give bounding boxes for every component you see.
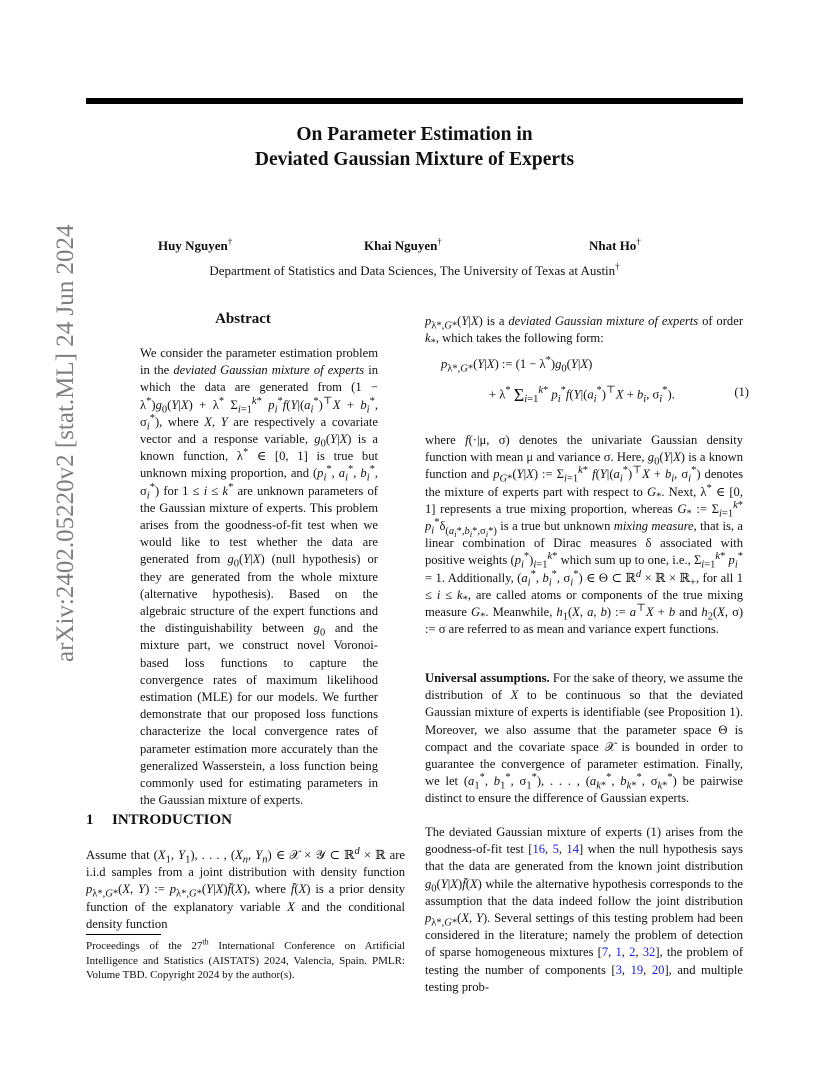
right-paragraph-3: Universal assumptions. For the sake of theory, we assume the distribution of X to be continuous so that the deviated Gaussian mixture of experts is identifiable (see Proposition 1). Moreover, we also assume that the parameter space Θ is compact and the covariate space 𝒳 is bounded in order to guarantee the convergence of parameter estimation. Finally, we let ($a_1^*$, $b_1^*$, $\sigma_1^*$), . . . , ($a_{k*}^*$, $b_{k*}^*$, $\sigma_{k*}^*$) be pairwise distinct to ensure the difference of Gaussian experts. [425, 671, 743, 806]
abstract-text: We consider the parameter estimation problem in the deviated Gaussian mixture of experts in which the data are generated from $(1 - \lambda^*)g_0(Y|X) + \lambda^*$ $\Sigma_{i=1}^{k*}$ $p_i^*f(Y|(a_i^*)^⊤X + b_i^*$, $\sigma_i^*$), where X, Y are respectively a covariate vector and a response variable, $g_0(Y|X)$ is a known function, λ* ∈ [0, 1] is true but unknown mixing proportion, and ($p_i^*$, $a_i^*$, $b_i^*$, $\sigma_i^*$) for 1 ≤ i ≤ k* are unknown parameters of the Gaussian mixture of experts. This problem arises from the goodness-of-fit test when we would like to test whether the data are generated from $g_0(Y|X)$ (null hypothesis) or they are generated from the whole mixture (alternative hypothesis). Based on the algebraic structure of the expert functions and the distinguishability between $g_0$ and the mixture part, we construct novel Voronoi-based loss functions to capture the convergence rates of maximum likelihood estimation (MLE) for our models. We further demonstrate that our proposed loss functions characterize the local convergence rates of parameter estimation more accurately than the generalized Wasserstein, a loss function being commonly used for estimating parameters in the Gaussian mixture of experts. [140, 346, 379, 808]
citation-link[interactable]: 32 [642, 945, 656, 960]
citation-link[interactable]: 1 [615, 945, 622, 960]
right-paragraph-4: The deviated Gaussian mixture of experts (1) arises from the goodness-of-fit test [16, 5, 14] when the null hypothesis says that the data are generated from the known joint distribution $g_0(Y|X)f̄(X)$ while the alternative hypothesis corresponds to the assumption that the data indeed follow the joint distribution $p_{\lambda*,G*}(X$, Y). Several settings of this testing problem had been considered in the literature; namely the problem of detection of sparse homogeneous mixtures [7, 1, 2, 32], the problem of testing the number of components [3, 19, 20], and multiple testing prob- [425, 825, 744, 994]
abstract-heading: Abstract [215, 311, 271, 327]
footnote: Proceedings of the 27th International Conference on Artificial Intelligence and Statistics (AISTATS) 2024, Valencia, Spain. PMLR: Volume TBD. Copyright 2024 by the author(s). [86, 937, 405, 982]
citation-link[interactable]: 5 [552, 842, 559, 857]
arxiv-stamp: arXiv:2402.05220v2 [stat.ML] 24 Jun 2024 [52, 224, 79, 662]
equation-line-2: + λ* $\Sigma_{i=1}^{k*}$ $p_i^*f(Y|(a_i^*)^⊤X + b_i$, $\sigma_i^*$). (1) [489, 385, 749, 405]
citation-link[interactable]: 3 [615, 962, 622, 977]
citation-link[interactable]: 19 [630, 962, 644, 977]
citation-link[interactable]: 16 [532, 842, 546, 857]
title-rule [86, 98, 743, 104]
paper-title [86, 122, 743, 172]
introduction-text: Assume that ($X_1$, $Y_1$), . . . , ($X_n$, $Y_n$) ∈ 𝒳 × 𝒴 ⊂ ℝ$^d$ × ℝ are i.i.d samples from a joint distribution with density function $p_{\lambda*,G*}(X$, Y) := $p_{\lambda*,G*}(Y|X)f̄(X)$, where f̄(X) is a prior density function of the explanatory variable X and the conditional density function [86, 845, 406, 931]
title-line-1: On Parameter Estimation in [296, 124, 533, 145]
affiliation: Department of Statistics and Data Sciences, The University of Texas at Austin† [209, 261, 620, 278]
citation-link[interactable]: 14 [566, 842, 580, 857]
author-1: Huy Nguyen† [158, 236, 233, 253]
right-paragraph-2: where f(·|μ, σ) denotes the univariate Gaussian density function with mean μ and variance σ. Here, $g_0(Y|X)$ is a known function and $p_{G*}(Y|X)$ := $\Sigma_{i=1}^{k*}$ $f(Y|(a_i^*)^⊤X + b_i$, $\sigma_i^*$) denotes the mixture of experts part with respect to $G_*$. Next, λ* ∈ [0, 1] represents a true mixing proportion, whereas $G_*$ := $\Sigma_{i=1}^{k*}$ $p_i^*\delta_{(a_i*,b_i*,\sigma_i*)}$ is a true but unknown mixing measure, that is, a linear combination of Dirac measures δ associated with positive weights $(p_i^*)_{i=1}^{k*}$ which sum up to one, i.e., $\Sigma_{i=1}^{k*}$ $p_i^* = 1$. Additionally, ($a_i^*$, $b_i^*$, $\sigma_i^*$) ∈ Θ ⊂ ℝ$^d$ × ℝ × ℝ$_+$, for all $1 \le i \le k_*$, are called atoms or components of the true mixing measure $G_*$. Meanwhile, $h_1(X$, a, b) := a⊤X + b and $h_2(X$, σ) := σ are referred to as mean and variance expert functions. [425, 433, 744, 637]
citation-link[interactable]: 2 [629, 945, 636, 960]
author-2: Khai Nguyen† [364, 236, 442, 253]
section-heading-introduction: 1 INTRODUCTION [86, 812, 233, 828]
title-line-2: Deviated Gaussian Mixture of Experts [254, 149, 575, 170]
citation-link[interactable]: 7 [601, 945, 609, 960]
footnote-rule [86, 934, 161, 935]
right-paragraph-1: $p_{\lambda*,G*}(Y|X)$ is a deviated Gaussian mixture of experts of order $k_*$, which takes the following form: [425, 314, 744, 349]
equation-line-1: $p_{\lambda*,G*}(Y|X)$ := $(1 - \lambda^*)g_0(Y|X)$ [441, 354, 593, 375]
citation-link[interactable]: 20 [651, 962, 665, 977]
author-3: Nhat Ho† [589, 236, 641, 253]
paragraph-lead: Universal assumptions. [425, 671, 550, 685]
equation-number: (1) [734, 385, 749, 399]
